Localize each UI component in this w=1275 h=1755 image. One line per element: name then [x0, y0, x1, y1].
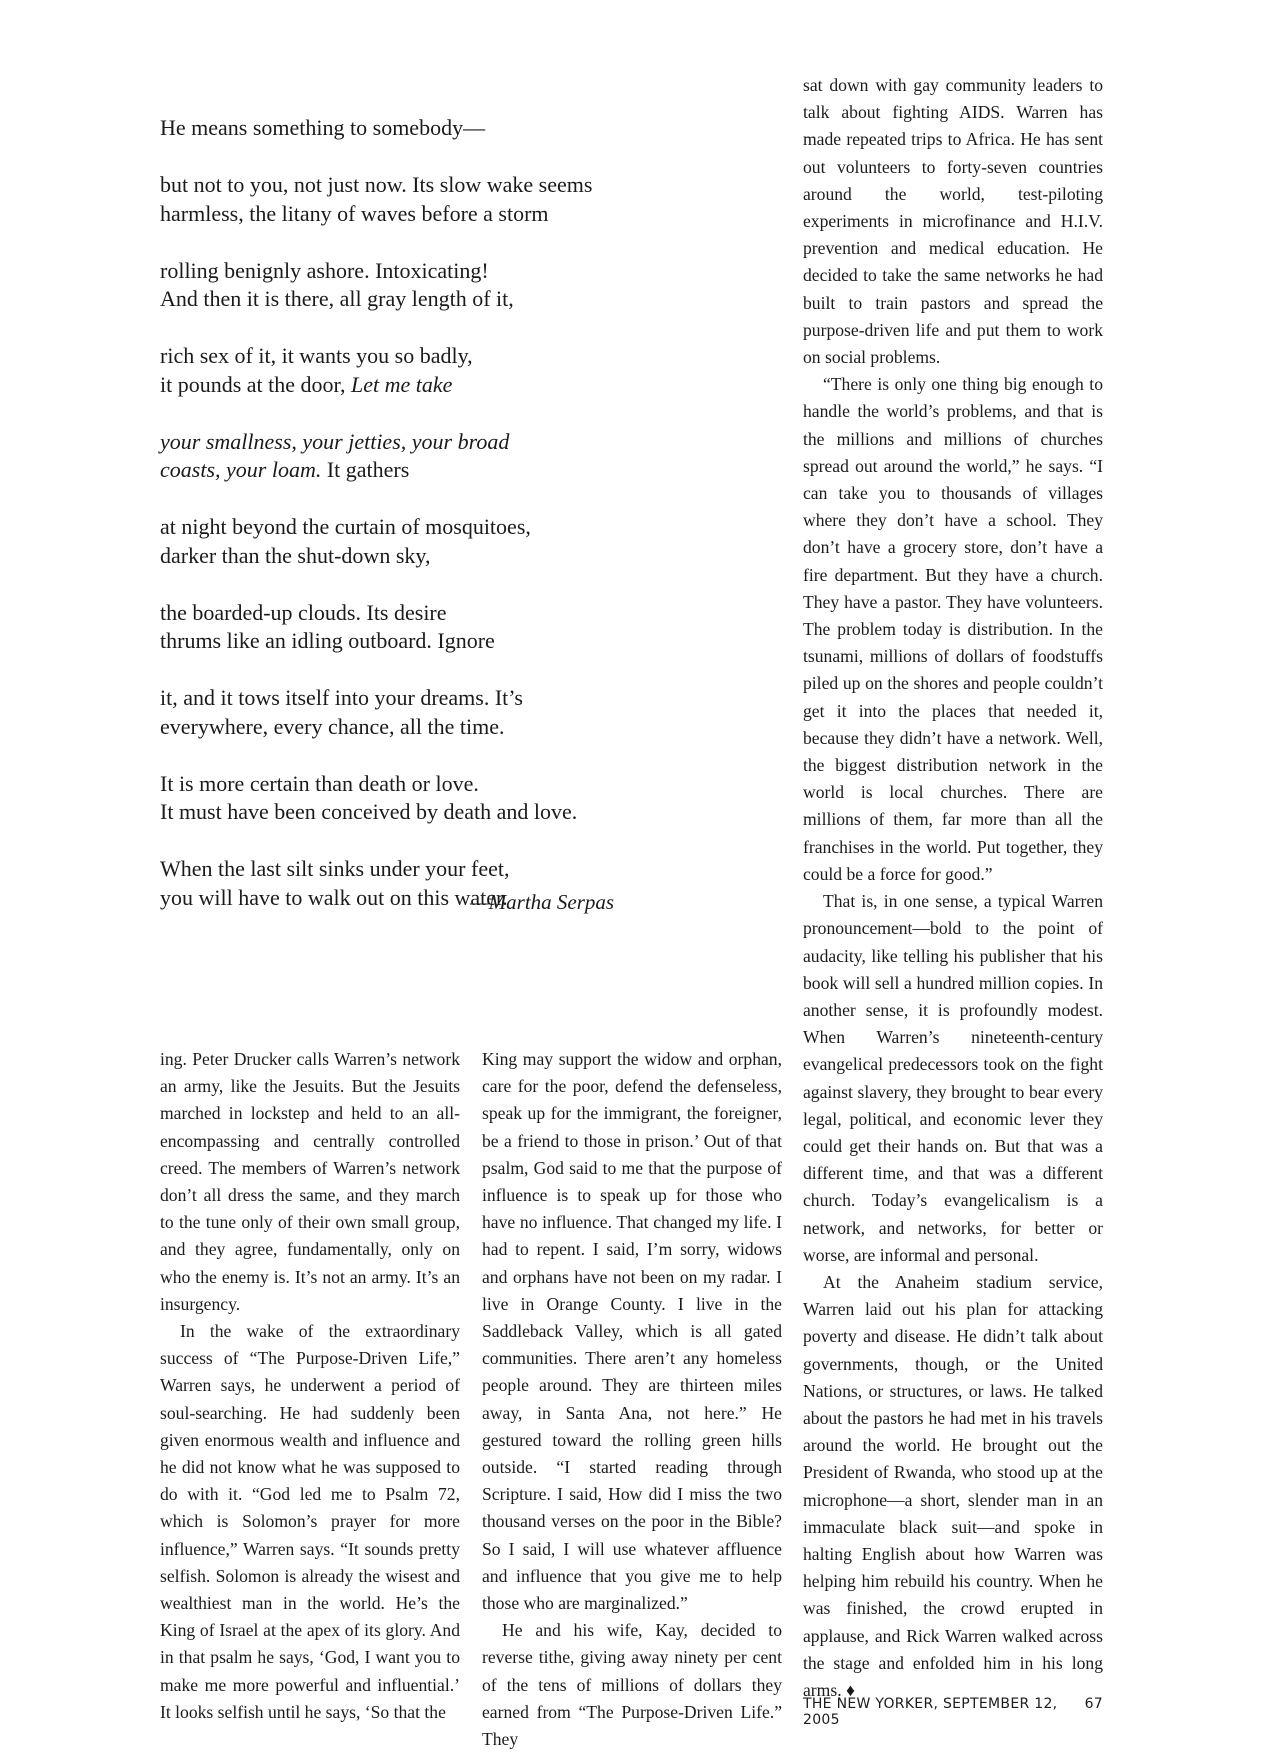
poem-stanza [160, 513, 720, 570]
poem-stanza [160, 684, 720, 741]
article-column-2 [482, 1046, 782, 1753]
poem-line: the boarded-up clouds. Its desire [160, 599, 447, 625]
poem-stanza [160, 599, 720, 656]
poem-line: rolling benignly ashore. Intoxicating! [160, 257, 489, 283]
page-number: 67 [1084, 1696, 1103, 1712]
poem-italic-text: your smallness, your jetties, your broad [160, 428, 510, 454]
poem-italic-text: Let me take [351, 371, 453, 397]
poem-stanza [160, 342, 720, 399]
article-paragraph: ing. Peter Drucker calls Warren’s network an army, like the Jesuits. But the Jesuits marched in lockstep and held to an all-encompassing and centrally controlled creed. The members of Warren’s network don’t all dress the same, and they march to the tune only of their own small group, and they agree, fundamentally, only on who the enemy is. It’s not an army. It’s an insurgency. [160, 1049, 460, 1314]
poem-stanza [160, 114, 720, 143]
poem-line: It must have been conceived by death and love. [160, 799, 578, 824]
poem [160, 114, 720, 941]
poem-line: everywhere, every chance, all the time. [160, 713, 505, 739]
article-paragraph: “There is only one thing big enough to handle the world’s problems, and that is the millions and millions of churches spread out around the world,” he says. “I can take you to thousands of villages where they don’t have a school. They don’t have a grocery store, don’t have a fire department. But they have a church. They have a pastor. They have volunteers. The problem today is distribution. In the tsunami, millions of dollars of foodstuffs piled up on the shores and people couldn’t get it into the places that needed it, because they didn’t have a network. Well, the biggest distribution network in the world is local churches. There are millions of them, far more than all the franchises in the world. Put together, they could be a force for good.” [803, 374, 1103, 884]
article-paragraph: That is, in one sense, a typical Warren pronouncement—bold to the point of audacity, like telling his publisher that his book will sell a hundred million copies. In another sense, it is profoundly modest. When Warren’s nineteenth-century evangelical predecessors took on the fight against slavery, they brought to bear every legal, political, and economic lever they could get their hands on. But that was a different time, and that was a different church. Today’s evangelicalism is a network, and networks, for better or worse, are informal and personal. [803, 891, 1103, 1265]
article-column-1 [160, 1046, 460, 1726]
poem-line-text: It gathers [321, 457, 410, 482]
article-paragraph: In the wake of the extraordinary success of “The Purpose-Driven Life,” Warren says, he underwent a period of soul-searching. He had suddenly been given enormous wealth and influence and he did not know what he was supposed to do with it. “God led me to Psalm 72, which is Solomon’s prayer for more influence,” Warren says. “It sounds pretty selfish. Solomon is already the wisest and wealthiest man in the world. He’s the King of Israel at the apex of its glory. And in that psalm he says, ‘God, I want you to make me more powerful and influential.’ It looks selfish until he says, ‘So that the [160, 1321, 460, 1722]
poem-line [160, 456, 720, 485]
poem-line: rich sex of it, it wants you so badly, [160, 343, 473, 368]
poem-line: It is more certain than death or love. [160, 770, 479, 796]
poem-line: And then it is there, all gray length of it, [160, 286, 514, 311]
poem-line [160, 428, 720, 457]
poem-line [160, 371, 720, 400]
poem-line: but not to you, not just now. Its slow wake seems [160, 172, 593, 197]
poem-attribution: —Martha Serpas [470, 890, 615, 914]
article-paragraph: sat down with gay community leaders to talk about fighting AIDS. Warren has made repeated trips to Africa. He has sent out volunteers to forty-seven countries around the world, test-piloting experiments in microfinance and H.I.V. prevention and medical education. He decided to take the same networks he had built to train pastors and spread the purpose-driven life and put them to work on social problems. [803, 75, 1103, 368]
article-column-3 [803, 72, 1103, 1704]
poem-stanza [160, 171, 720, 228]
publication-line: THE NEW YORKER, SEPTEMBER 12, 2005 [803, 1696, 1058, 1728]
poem-line: thrums like an idling outboard. Ignore [160, 628, 495, 653]
article-paragraph: At the Anaheim stadium service, Warren laid out his plan for attacking poverty and disease. He didn’t talk about governments, though, or the United Nations, or structures, or laws. He talked about the pastors he had met in his travels around the world. He brought out the President of Rwanda, who stood up at the microphone—a short, slender man in an immaculate black suit—and spoke in halting English about how Warren was helping him rebuild his country. When he was finished, the crowd erupted in applause, and Rick Warren walked across the stage and enfolded him in his long arms. ♦ [803, 1271, 1103, 1700]
article-paragraph: He and his wife, Kay, decided to reverse tithe, giving away ninety per cent of the tens of millions of dollars they earned from “The Purpose-Driven Life.” They [482, 1620, 782, 1750]
poem-italic-text: coasts, your loam. [160, 457, 322, 482]
poem-line-text: it pounds at the door, [160, 371, 351, 397]
poem-line: When the last silt sinks under your feet, [160, 856, 510, 881]
article-paragraph: King may support the widow and orphan, care for the poor, defend the defenseless, speak up for the immigrant, the foreigner, be a friend to those in prison.’ Out of that psalm, God said to me that the purpose of influence is to speak up for those who have no influence. That changed my life. I had to repent. I said, I’m sorry, widows and orphans have not been on my radar. I live in Orange County. I live in the Saddleback Valley, which is all gated communities. There aren’t any homeless people around. They are thirteen miles away, in Santa Ana, not here.” He gestured toward the rolling green hills outside. “I started reading through Scripture. I said, How did I miss the two thousand verses on the poor in the Bible? So I said, I will use whatever affluence and influence that you give me to help those who are marginalized.” [482, 1049, 782, 1614]
poem-line: you will have to walk out on this water. [160, 884, 508, 910]
poem-stanza [160, 428, 720, 485]
poem-line: it, and it tows itself into your dreams. It’s [160, 685, 523, 710]
poem-stanza [160, 770, 720, 827]
poem-line: darker than the shut-down sky, [160, 542, 431, 568]
poem-line: at night beyond the curtain of mosquitoes, [160, 514, 531, 539]
poem-stanza [160, 257, 720, 314]
page-footer [803, 1696, 1103, 1728]
poem-line: harmless, the litany of waves before a storm [160, 200, 549, 226]
poem-stanza [160, 855, 720, 912]
poem-line: He means something to somebody— [160, 115, 486, 140]
